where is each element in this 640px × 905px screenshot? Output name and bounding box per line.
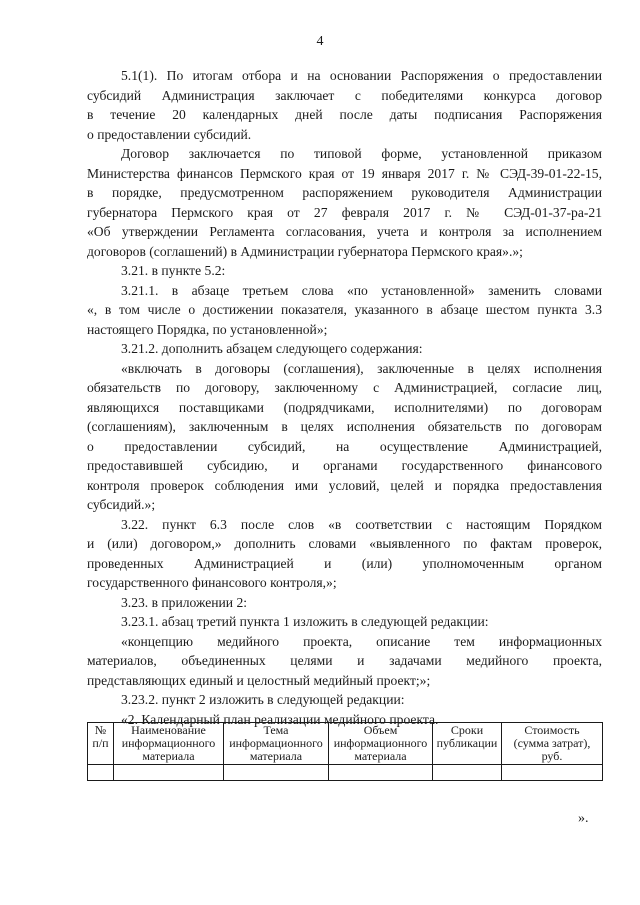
paragraph-line: 3.23.1. абзац третий пункта 1 изложить в следующей редакции: [121,614,489,629]
paragraph-line: 3.22. пункт 6.3 после слов «в соответствии с настоящим Порядком [121,516,602,532]
header-line: п/п [92,736,109,750]
paragraph-line: 3.23. в приложении 2: [121,594,248,610]
table-cell [502,765,603,781]
table-row [88,765,603,781]
header-line: материала [354,749,407,763]
paragraph-line: договоров (соглашений) в Администрации губернатора Пермского края».»; [87,243,523,259]
paragraph-line: контроля проверок соблюдения ими условий, целей и порядка предоставления [87,477,602,493]
paragraph [87,281,602,340]
paragraph-line: в порядке, предусмотренном распоряжением руководителя Администрации [87,185,602,200]
header-line: информационного [229,736,323,750]
table-cell [433,765,502,781]
paragraph-line: субсидий Администрация заключает с победителями конкурса договор [87,87,602,103]
paragraph-line: материалов, объединенных целями и задачами медийного проекта, [87,653,602,668]
paragraph-line: являющихся поставщиками (подрядчиками, исполнителями) по договорам [87,399,602,415]
paragraph [87,359,602,515]
paragraph-line: субсидий.»; [87,497,156,512]
header-line: информационного [121,736,216,750]
paragraph-line: «концепцию медийного проекта, описание тем информационных [121,633,602,649]
paragraph-line: проведенных Администрацией и (или) уполномоченным органом [87,555,602,571]
paragraph-line: настоящего Порядка, по установленной»; [87,321,328,337]
header-line: Сроки [450,723,484,737]
paragraph-line: и (или) договором,» дополнить словами «выявленного по фактам проверок, [87,536,602,551]
table-header-cell [224,723,329,765]
header-line: публикации [436,736,498,750]
table-header-cell [88,723,114,765]
header-line: материала [249,749,303,763]
paragraph [87,612,602,632]
paragraph-line: предоставившей субсидию, и органами государственного финансового [87,458,602,473]
header-line: Объем [363,723,398,737]
paragraph [87,632,602,691]
paragraph-line: «2. Календарный план реализации медийного проекта. [121,711,439,727]
header-line: руб. [541,749,563,763]
table-cell [329,765,433,781]
paragraph-line: (соглашениям), заключенным в целях исполнения обязательств по договорам [87,419,602,434]
paragraph-line: губернатора Пермского края от 27 февраля 2017 г. № СЭД-01-37-ра-21 [87,204,602,220]
paragraph-line: «, в том числе о достижении показателя, указанного в абзаце шестом пункта 3.3 [87,302,602,317]
table-cell [88,765,114,781]
paragraph-line: 3.23.2. пункт 2 изложить в следующей редакции: [121,692,405,707]
table-header-cell [114,723,224,765]
header-line: Наименование [131,723,206,737]
paragraph-line: о предоставлении субсидий. [87,126,252,142]
paragraph-line: 3.21.2. дополнить абзацем следующего содержания: [121,341,423,356]
paragraph-line: обязательств по договору, заключенному с Администрацией, согласие лиц, [87,380,602,395]
header-line: Тема [263,723,289,737]
document-body [87,66,602,729]
header-line: Стоимость [524,723,580,737]
closing-quote: ». [578,811,589,826]
paragraph-line: 3.21.1. в абзаце третьем слова «по установленной» заменить словами [121,282,602,298]
table-cell [114,765,224,781]
header-line: информационного [333,736,428,750]
paragraph-line: «включать в договоры (соглашения), заключенные в целях исполнения [121,360,602,376]
page-number: 4 [316,34,324,49]
table-header-cell [502,723,603,765]
header-line: (сумма затрат), [513,736,591,750]
paragraph-line: представляющих единый и целостный медийный проект;»; [87,672,431,688]
table-header-cell [433,723,502,765]
header-line: № [94,723,107,737]
paragraph-line: «Об утверждении Регламента согласования, учета и контроля за исполнением [87,224,602,239]
paragraph-line: Министерства финансов Пермского края от 19 января 2017 г. № СЭД-39-01-22-15, [87,165,602,181]
paragraph [87,144,602,261]
paragraph-line: 3.21. в пункте 5.2: [121,263,226,278]
paragraph-line: в течение 20 календарных дней после даты подписания Распоряжения [87,107,602,122]
paragraph [87,690,602,710]
paragraph [87,261,602,281]
paragraph [87,66,602,144]
paragraph [87,339,602,359]
header-line: материала [142,749,195,763]
paragraph [87,593,602,613]
paragraph-line: государственного финансового контроля,»; [87,575,337,590]
table-header-cell [329,723,433,765]
paragraph [87,515,602,593]
table-header-row [88,723,603,765]
table-cell [224,765,329,781]
calendar-plan-table [87,722,603,781]
paragraph-line: Договор заключается по типовой форме, установленной приказом [121,146,602,161]
paragraph-line: 5.1(1). По итогам отбора и на основании Распоряжения о предоставлении [121,68,602,83]
paragraph-line: о предоставлении субсидий, на осуществление Администрацией, [87,438,602,454]
